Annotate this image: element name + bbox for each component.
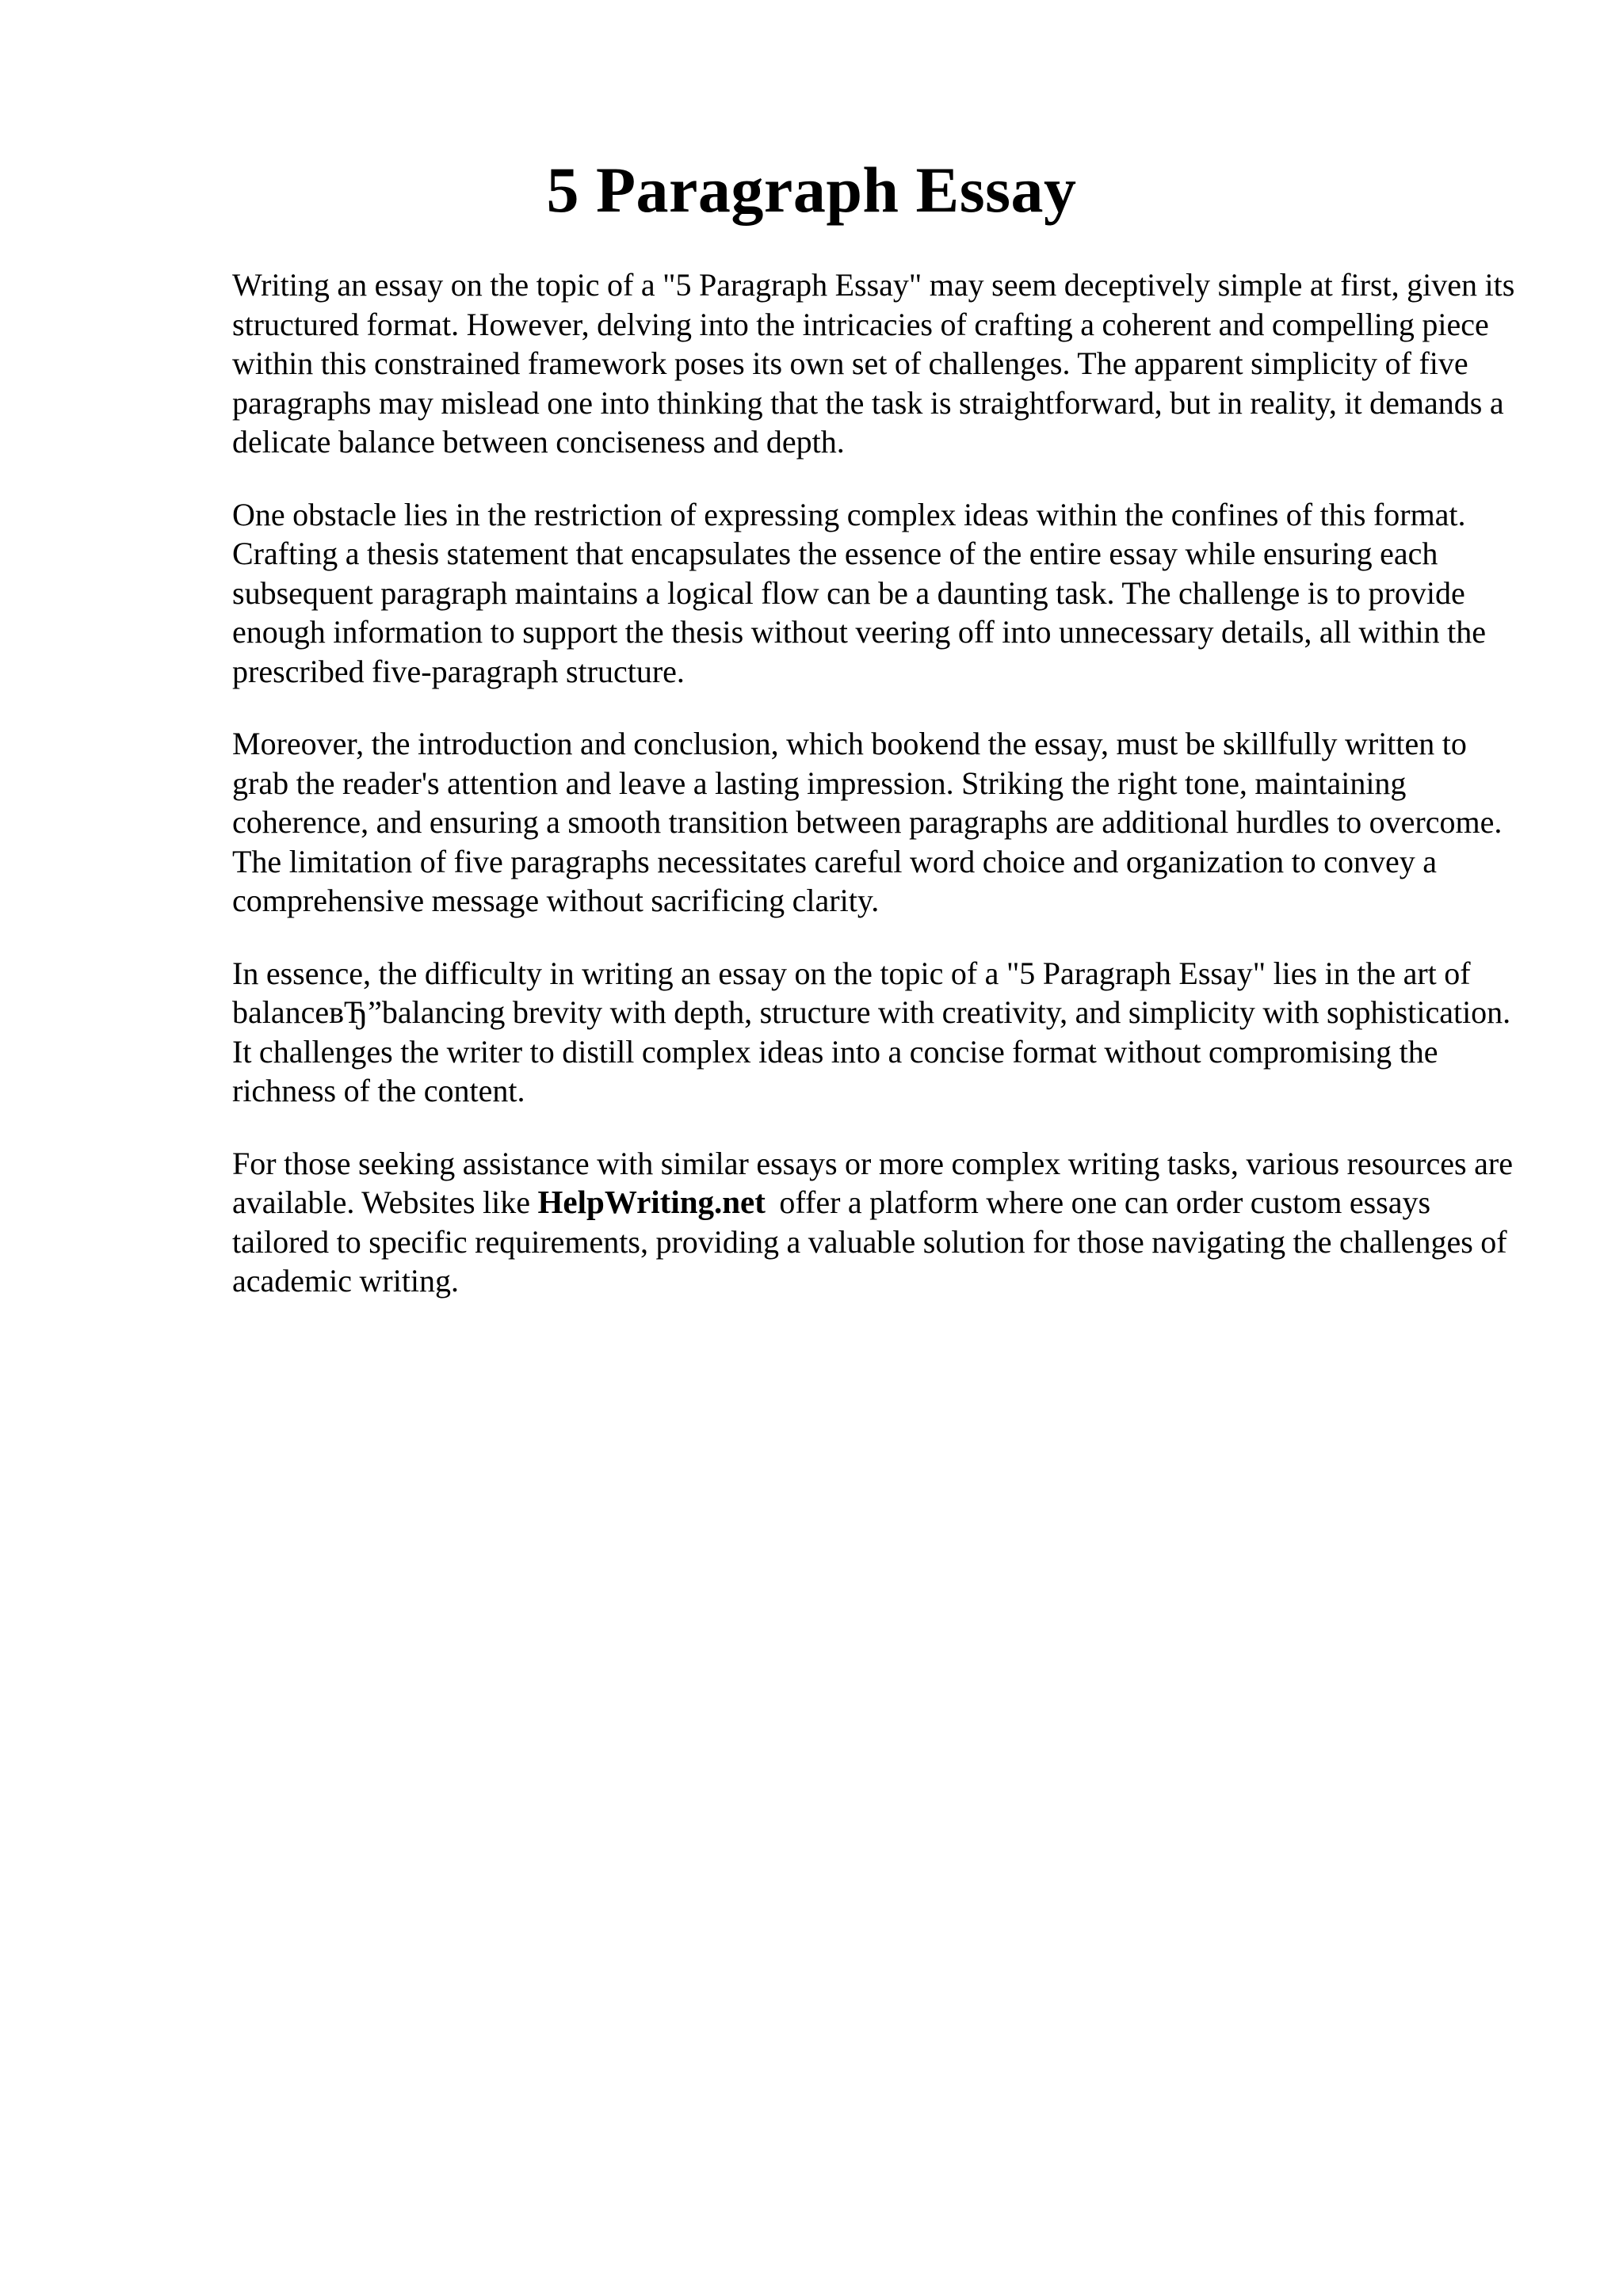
paragraph-1: Writing an essay on the topic of a "5 Paragraph Essay" may seem deceptively simple at first, given its structured format. However, delving into the intricacies of crafting a coherent and compelling piece within this constrained framework poses its own set of challenges. The apparent simplicity of five paragraphs may mislead one into thinking that the task is straightforward, but in reality, it demands a delicate balance between conciseness and depth. — [232, 267, 1515, 460]
paragraph-5-text-before: For those seeking assistance with similar essays or more complex writing tasks, various resources are available. Websites like — [232, 1145, 1513, 1220]
paragraph-4: In essence, the difficulty in writing an essay on the topic of a "5 Paragraph Essay" lies in the art of balanceвЂ”balancing brevity with depth, structure with creativity, and simplicity with sophistication. It challenges the writer to distill complex ideas into a concise format without compromising the richness of the content. — [232, 955, 1511, 1108]
paragraph-5-text-after: offer a platform where one can order custom essays tailored to specific requirements, providing a valuable solution for those navigating the challenges of academic writing. — [232, 1184, 1507, 1299]
essay-body — [232, 265, 1528, 1334]
paragraph-2: One obstacle lies in the restriction of expressing complex ideas within the confines of this format. Crafting a thesis statement that encapsulates the essence of the entire essay while ensuring each subsequent paragraph maintains a logical flow can be a daunting task. The challenge is to provide enough information to support the thesis without veering off into unnecessary details, all within the prescribed five-paragraph structure. — [232, 496, 1486, 689]
page-title: 5 Paragraph Essay — [546, 154, 1077, 226]
paragraph-3: Moreover, the introduction and conclusion, which bookend the essay, must be skillfully written to grab the reader's attention and leave a lasting impression. Striking the right tone, maintaining coherence, and ensuring a smooth transition between paragraphs are additional hurdles to overcome. The limitation of five paragraphs necessitates careful word choice and organization to convey a comprehensive message without sacrificing clarity. — [232, 726, 1503, 918]
paragraph-5 — [232, 1144, 1528, 1301]
brand-name: HelpWriting.net — [537, 1184, 766, 1220]
